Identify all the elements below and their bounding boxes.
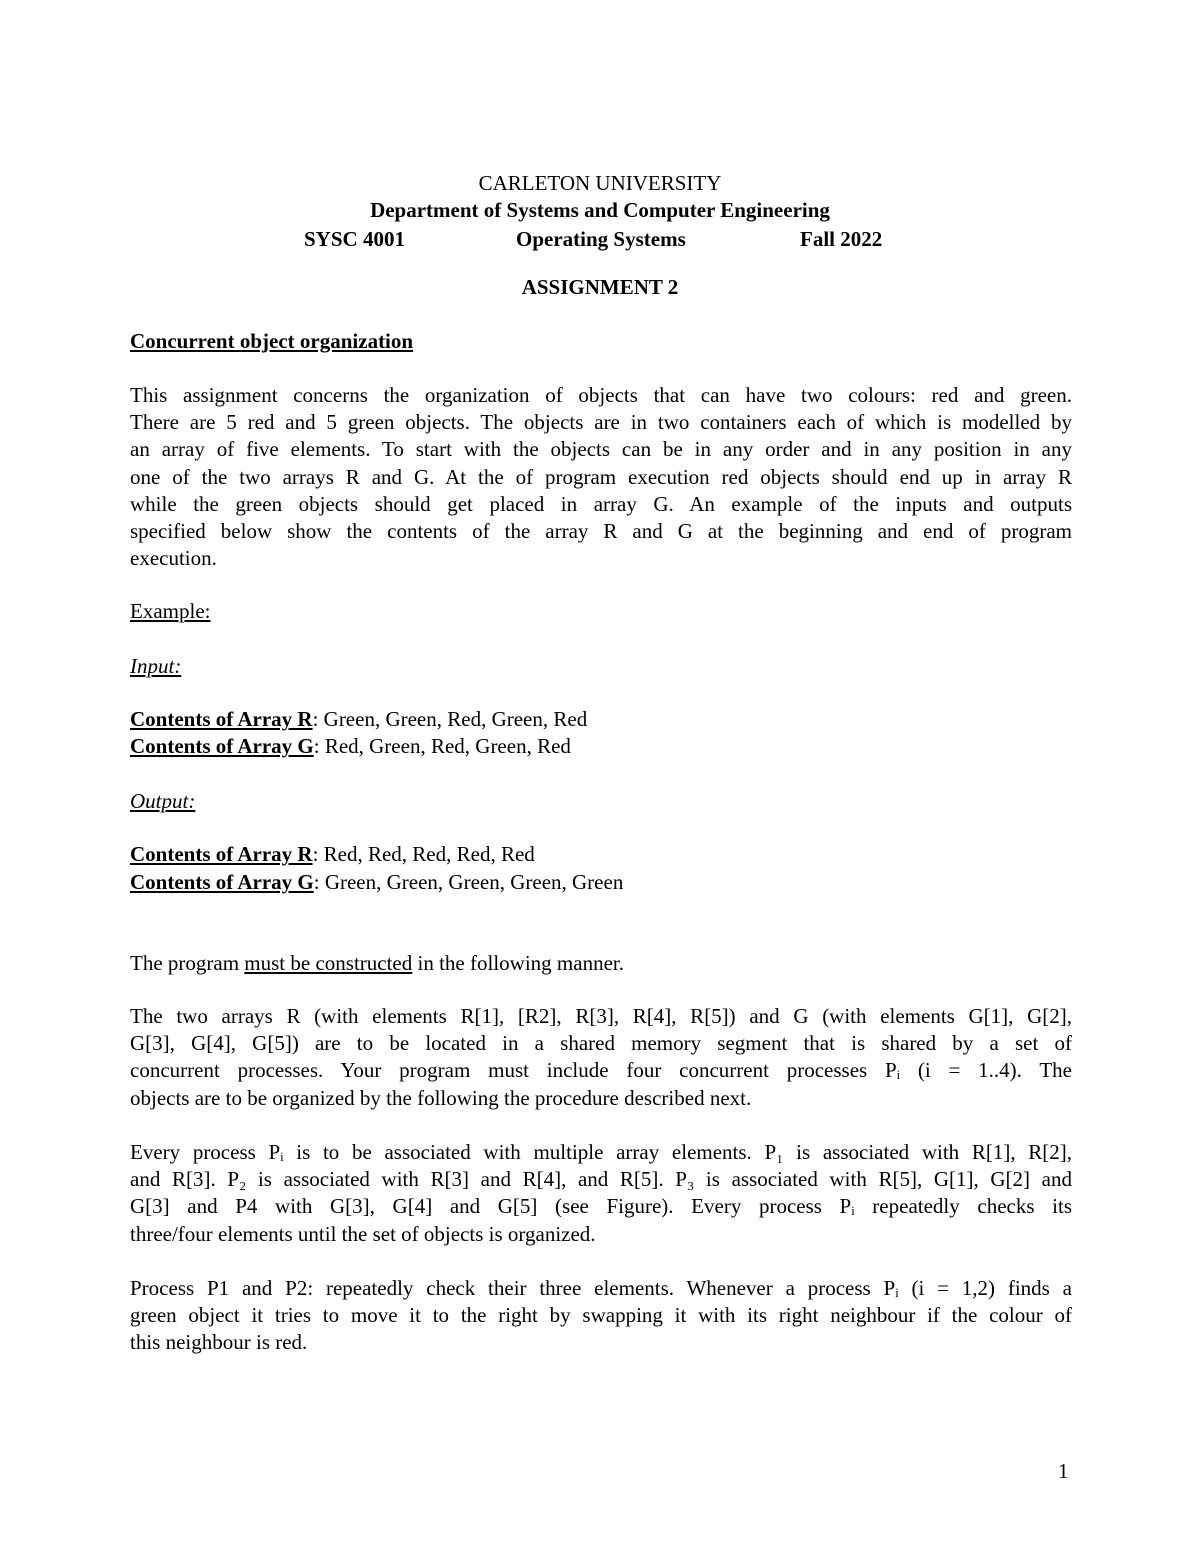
array-r-label: Contents of Array R [130,707,313,731]
course-term: Fall 2022 [800,227,883,251]
input-array-g [130,733,1072,760]
construct-before: The program [130,951,245,975]
process-line: three/four elements until the set of objects is organized. [130,1221,596,1246]
course-code: SYSC 4001 [304,227,405,251]
arrays-line: concurrent processes. Your program must include four concurrent processes Pᵢ (i = 1..4). The [130,1058,1072,1083]
output-label: Output: [130,789,196,813]
swap-line: this neighbour is red. [130,1330,308,1355]
intro-line: an array of five elements. To start with the objects can be in any order and in any position in any [130,437,1072,462]
example-label: Example: [130,599,211,623]
array-g-label: Contents of Array G [130,870,314,894]
intro-line: execution. [130,546,217,571]
course-name: Operating Systems [516,227,686,251]
process-paragraph [130,1139,1072,1248]
output-array-r [130,841,1072,868]
intro-line: This assignment concerns the organization of objects that can have two colours: red and green. [130,383,1072,407]
section-heading: Concurrent object organization [130,329,414,353]
intro-line: one of the two arrays R and G. At the of program execution red objects should end up in array R [130,464,1072,489]
array-g-values: : Green, Green, Green, Green, Green [313,870,624,894]
assignment-title: ASSIGNMENT 2 [521,275,679,299]
array-g-label: Contents of Array G [130,734,314,758]
process-line: and R[3]. P₂ is associated with R[3] and R[4], and R[5]. P₃ is associated with R[5], G[1], G[2] and [130,1167,1072,1192]
construct-sentence [130,950,1072,977]
input-array-r [130,706,1072,733]
arrays-line: The two arrays R (with elements R[1], [R2], R[3], R[4], R[5]) and G (with elements G[1], G[2], [130,1004,1072,1028]
swap-paragraph [130,1275,1072,1357]
process-line: G[3] and P4 with G[3], G[4] and G[5] (see Figure). Every process Pᵢ repeatedly checks its [130,1194,1072,1219]
swap-line: Process P1 and P2: repeatedly check their three elements. Whenever a process Pᵢ (i = 1,2) finds a [130,1276,1072,1300]
arrays-line: objects are to be organized by the following the procedure described next. [130,1085,752,1110]
swap-line: green object it tries to move it to the right by swapping it with its right neighbour if the colour of [130,1303,1072,1328]
process-line: Every process Pᵢ is to be associated with multiple array elements. P₁ is associated with R[1], R[2], [130,1140,1072,1164]
university-name: CARLETON UNIVERSITY [478,171,722,195]
construct-underlined: must be constructed [244,951,413,975]
department-name: Department of Systems and Computer Engineering [370,198,830,222]
intro-line: specified below show the contents of the array R and G at the beginning and end of program [130,518,1072,543]
array-r-values: : Green, Green, Red, Green, Red [312,707,588,731]
construct-after: in the following manner. [412,951,624,975]
intro-line: while the green objects should get placed in array G. An example of the inputs and outputs [130,491,1072,516]
array-r-values: : Red, Red, Red, Red, Red [312,842,535,866]
arrays-paragraph [130,1003,1072,1112]
arrays-line: G[3], G[4], G[5]) are to be located in a shared memory segment that is shared by a set of [130,1031,1072,1056]
intro-line: There are 5 red and 5 green objects. The objects are in two containers each of which is modelled by [130,410,1072,435]
array-r-label: Contents of Array R [130,842,313,866]
page-number: 1 [1058,1459,1069,1483]
array-g-values: : Red, Green, Red, Green, Red [313,734,571,758]
input-label: Input: [130,654,182,678]
intro-paragraph [130,382,1072,572]
output-array-g [130,869,1072,896]
course-line [304,226,894,253]
